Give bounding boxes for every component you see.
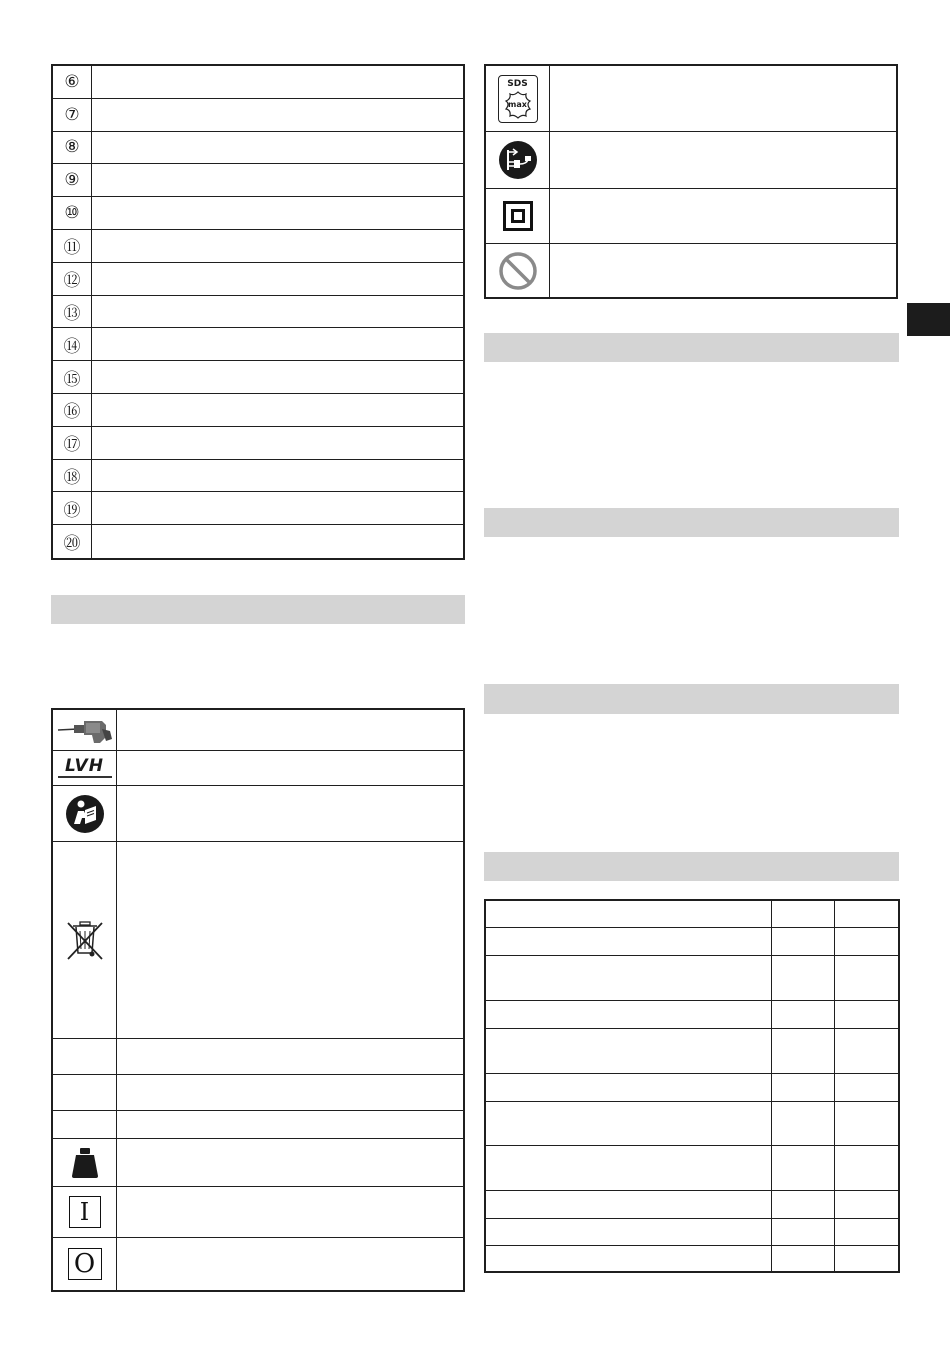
part-number: ⑯ bbox=[53, 394, 92, 426]
parts-list-row bbox=[53, 460, 463, 493]
symbol-row-blank-1 bbox=[53, 1039, 463, 1075]
section-heading-bar-2 bbox=[484, 508, 899, 537]
section-heading-bar-1 bbox=[484, 333, 899, 362]
spec-row bbox=[486, 1102, 898, 1146]
disconnect-plug-icon bbox=[486, 132, 550, 188]
symbol-row-blank-2 bbox=[53, 1075, 463, 1111]
parts-list-row bbox=[53, 99, 463, 132]
spec-row bbox=[486, 1001, 898, 1029]
parts-list-row bbox=[53, 132, 463, 165]
part-number: ⑬ bbox=[53, 296, 92, 328]
lvh-logo-text: LVH bbox=[65, 756, 104, 776]
parts-list-row bbox=[53, 361, 463, 394]
empty-symbol-cell bbox=[53, 1075, 117, 1110]
symbol-row-switch-on bbox=[53, 1187, 463, 1238]
part-number: ⑪ bbox=[53, 230, 92, 262]
symbol-row-unplug bbox=[486, 132, 896, 189]
part-number: ⑧ bbox=[53, 132, 92, 164]
part-number: ⑫ bbox=[53, 263, 92, 295]
part-number: ⑦ bbox=[53, 99, 92, 131]
section-heading-bar-symbols bbox=[51, 595, 465, 624]
language-side-tab bbox=[907, 303, 950, 336]
parts-list-row bbox=[53, 328, 463, 361]
spec-row bbox=[486, 928, 898, 956]
spec-row bbox=[486, 1146, 898, 1191]
spec-header-row bbox=[486, 901, 898, 928]
prohibited-icon bbox=[486, 244, 550, 297]
parts-list-row bbox=[53, 164, 463, 197]
part-number: ⑮ bbox=[53, 361, 92, 393]
rotary-hammer-icon bbox=[53, 710, 117, 750]
empty-symbol-cell bbox=[53, 1111, 117, 1138]
symbol-row-blank-3 bbox=[53, 1111, 463, 1139]
part-number: ⑲ bbox=[53, 492, 92, 524]
parts-list-row bbox=[53, 197, 463, 230]
switch-off-label: O bbox=[73, 1249, 96, 1279]
symbol-row-weee bbox=[53, 842, 463, 1039]
spec-row bbox=[486, 1074, 898, 1102]
parts-list-table bbox=[51, 64, 465, 560]
spec-row bbox=[486, 1029, 898, 1074]
weight-icon bbox=[53, 1139, 117, 1186]
part-number: ⑰ bbox=[53, 427, 92, 459]
symbols-table-left bbox=[51, 708, 465, 1292]
section-heading-bar-4 bbox=[484, 852, 899, 881]
symbol-row-weight bbox=[53, 1139, 463, 1187]
symbol-row-read-manual bbox=[53, 786, 463, 842]
part-number: ⑩ bbox=[53, 197, 92, 229]
parts-list-row bbox=[53, 230, 463, 263]
parts-list-row bbox=[53, 296, 463, 329]
switch-off-icon bbox=[53, 1238, 117, 1290]
section-heading-bar-3 bbox=[484, 684, 899, 714]
sds-max-top-label: SDS bbox=[507, 78, 528, 89]
symbol-row-sds-max bbox=[486, 66, 896, 132]
symbol-row-switch-off bbox=[53, 1238, 463, 1290]
symbol-row-double-insulation bbox=[486, 189, 896, 244]
symbol-row-prohibited bbox=[486, 244, 896, 297]
parts-list-row bbox=[53, 66, 463, 99]
spec-row bbox=[486, 956, 898, 1001]
part-number: ⑭ bbox=[53, 328, 92, 360]
parts-list-row bbox=[53, 525, 463, 558]
parts-list-row bbox=[53, 394, 463, 427]
spec-row bbox=[486, 1246, 898, 1271]
parts-list-row bbox=[53, 427, 463, 460]
sds-max-icon bbox=[486, 66, 550, 131]
read-manual-icon bbox=[53, 786, 117, 841]
symbol-row-tool bbox=[53, 710, 463, 751]
lvh-logo-icon bbox=[53, 751, 117, 785]
symbol-row-lvh bbox=[53, 751, 463, 786]
double-insulation-icon bbox=[486, 189, 550, 243]
switch-on-icon bbox=[53, 1187, 117, 1237]
spec-row bbox=[486, 1191, 898, 1219]
crossed-out-bin-icon bbox=[53, 842, 117, 1038]
spec-row bbox=[486, 1219, 898, 1246]
part-number: ⑳ bbox=[53, 525, 92, 558]
switch-on-label: I bbox=[79, 1198, 90, 1226]
sds-max-bottom-label: max bbox=[508, 99, 527, 109]
parts-list-row bbox=[53, 263, 463, 296]
empty-symbol-cell bbox=[53, 1039, 117, 1074]
parts-list-row bbox=[53, 492, 463, 525]
part-number: ⑥ bbox=[53, 66, 92, 98]
part-number: ⑱ bbox=[53, 460, 92, 492]
part-number: ⑨ bbox=[53, 164, 92, 196]
specifications-table bbox=[484, 899, 900, 1273]
symbols-table-right bbox=[484, 64, 898, 299]
